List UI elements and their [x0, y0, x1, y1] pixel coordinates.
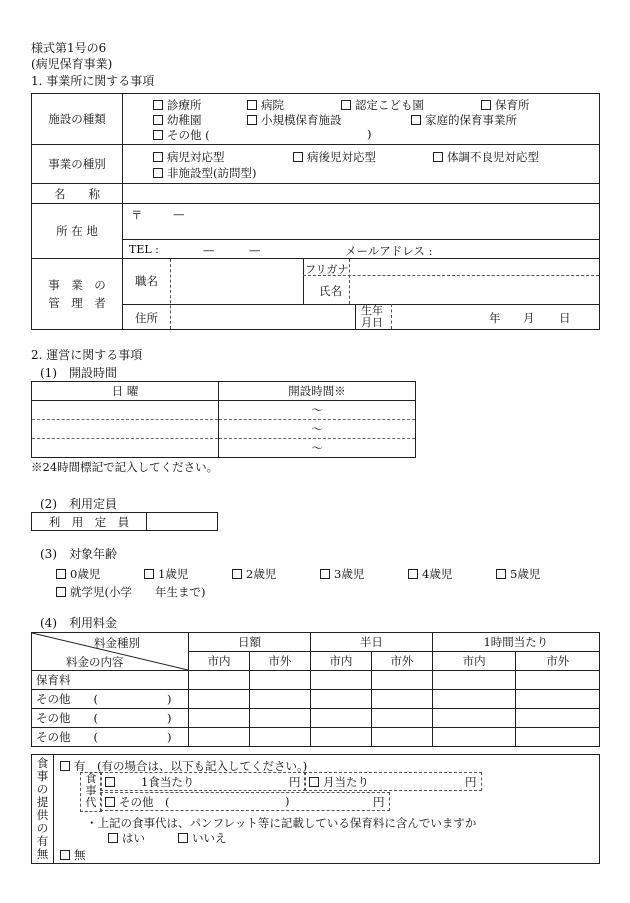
checkbox-icon[interactable]: [247, 115, 257, 125]
position-field[interactable]: [171, 259, 302, 304]
checkbox-icon[interactable]: [232, 569, 242, 579]
meal-yes-option[interactable]: 有 (有の場合は、以下も記入してください。): [60, 758, 307, 774]
position-label: 職名: [135, 274, 158, 288]
checkbox-icon[interactable]: [105, 797, 115, 807]
checkbox-icon[interactable]: [60, 761, 70, 771]
facility-option-kodomoen[interactable]: 認定こども園: [341, 97, 424, 113]
name-label: 名 称: [32, 184, 123, 204]
facility-info-table: [31, 93, 600, 330]
business-type-label: 事業の種別: [32, 145, 123, 184]
answer-no-option[interactable]: いいえ: [178, 830, 227, 846]
fees-diagonal-header: 料金種別 料金の内容: [32, 633, 189, 671]
fees-title: (4) 利用料金: [40, 616, 117, 630]
col-hours: 開設時間※: [219, 382, 416, 401]
checkbox-icon[interactable]: [408, 569, 418, 579]
answer-yes-option[interactable]: はい: [108, 830, 145, 846]
meal-cost-label: 食 事 代: [80, 772, 102, 812]
section1-title: 1. 事業所に関する事項: [31, 74, 155, 88]
capacity-title: (2) 利用定員: [40, 497, 117, 511]
business-option-visit[interactable]: 非施設型(訪問型): [153, 165, 256, 181]
checkbox-icon[interactable]: [411, 115, 421, 125]
facility-option-small[interactable]: 小規模保育施設: [247, 112, 342, 128]
checkbox-icon[interactable]: [496, 569, 506, 579]
checkbox-icon[interactable]: [320, 569, 330, 579]
days-field[interactable]: [32, 401, 219, 420]
meal-side-label: 食 事 の 提 供 の 有 無: [32, 755, 54, 863]
meal-other-box[interactable]: その他 ( ) 円: [100, 792, 390, 811]
checkbox-icon[interactable]: [481, 100, 491, 110]
facility-option-clinic[interactable]: 診療所: [153, 97, 202, 113]
tel-dashes: — —: [203, 243, 261, 257]
facility-option-hospital[interactable]: 病院: [247, 97, 284, 113]
furigana-label: フリガナ: [305, 263, 349, 276]
tel-label: TEL :: [129, 243, 159, 256]
hours-tilde[interactable]: 〜: [219, 420, 416, 439]
checkbox-icon[interactable]: [153, 168, 163, 178]
hours-note: ※24時間標記で記入してください。: [31, 460, 219, 474]
age-option-0[interactable]: 0歳児: [56, 566, 100, 582]
facility-option-kindergarten[interactable]: 幼稚園: [153, 112, 202, 128]
email-label: メールアドレス :: [345, 244, 433, 258]
business-option-unwell[interactable]: 体調不良児対応型: [433, 149, 539, 165]
table-row: その他 ( ): [32, 690, 600, 709]
facility-option-other[interactable]: その他 (: [153, 127, 210, 143]
checkbox-icon[interactable]: [293, 152, 303, 162]
ages-title: (3) 対象年齢: [40, 547, 117, 561]
checkbox-icon[interactable]: [247, 100, 257, 110]
manager-address-field[interactable]: [171, 305, 354, 329]
days-field[interactable]: [32, 420, 219, 439]
hours-table: [31, 381, 416, 458]
age-option-3[interactable]: 3歳児: [320, 566, 364, 582]
facility-type-options: [123, 94, 600, 145]
name-field[interactable]: [123, 184, 600, 204]
fees-table: 料金種別 料金の内容 日額 半日 1時間当たり 市内 市外 市内 市外 市内 市外 保育料 その他 ( ) その他 ( ) その他 ( ): [31, 632, 600, 747]
checkbox-icon[interactable]: [153, 115, 163, 125]
col-days: 日 曜: [32, 382, 219, 401]
business-option-sick[interactable]: 病児対応型: [153, 149, 225, 165]
checkbox-icon[interactable]: [56, 587, 66, 597]
meal-no-option[interactable]: 無: [60, 847, 86, 863]
manager-name-label: 氏名: [319, 284, 342, 298]
checkbox-icon[interactable]: [341, 100, 351, 110]
hours-tilde[interactable]: 〜: [219, 439, 416, 458]
hours-tilde[interactable]: 〜: [219, 401, 416, 420]
facility-option-nursery[interactable]: 保育所: [481, 97, 530, 113]
checkbox-icon[interactable]: [108, 833, 118, 843]
checkbox-icon[interactable]: [56, 569, 66, 579]
birth-month: 月: [523, 311, 535, 325]
table-row: その他 ( ): [32, 728, 600, 747]
checkbox-icon[interactable]: [153, 100, 163, 110]
checkbox-icon[interactable]: [144, 569, 154, 579]
age-option-5[interactable]: 5歳児: [496, 566, 540, 582]
address-label: 所 在 地: [32, 204, 123, 259]
col-half: 半日: [310, 633, 432, 652]
manager-fields: [123, 259, 600, 330]
table-row: その他 ( ): [32, 709, 600, 728]
section2-title: 2. 運営に関する事項: [31, 348, 143, 362]
checkbox-icon[interactable]: [153, 130, 163, 140]
business-type-options: [123, 145, 600, 184]
col-daily: 日額: [189, 633, 311, 652]
facility-option-home[interactable]: 家庭的保育事業所: [411, 112, 517, 128]
birth-day: 日: [559, 311, 571, 325]
checkbox-icon[interactable]: [433, 152, 443, 162]
capacity-field[interactable]: [147, 513, 218, 531]
checkbox-icon[interactable]: [153, 152, 163, 162]
business-option-recovery[interactable]: 病後児対応型: [293, 149, 376, 165]
age-option-2[interactable]: 2歳児: [232, 566, 276, 582]
manager-name-field[interactable]: [350, 276, 599, 304]
age-option-school[interactable]: 就学児(小学 年生まで): [56, 584, 205, 600]
days-field[interactable]: [32, 439, 219, 458]
ages-options: [56, 566, 596, 602]
postal-dash: —: [173, 207, 185, 221]
age-option-1[interactable]: 1歳児: [144, 566, 188, 582]
checkbox-icon[interactable]: [60, 850, 70, 860]
age-option-4[interactable]: 4歳児: [408, 566, 452, 582]
meal-included-question: ・上記の食事代は、パンフレット等に記載している保育料に含んでいますか: [86, 816, 477, 830]
address-field[interactable]: [123, 204, 600, 259]
furigana-field[interactable]: [350, 259, 599, 275]
meal-provision-box: [31, 754, 600, 864]
col-hourly: 1時間当たり: [432, 633, 599, 652]
capacity-label: 利 用 定 員: [32, 513, 147, 531]
hours-title: (1) 開設時間: [40, 366, 117, 380]
checkbox-icon[interactable]: [178, 833, 188, 843]
facility-type-label: 施設の種類: [32, 94, 123, 145]
manager-address-label: 住所: [135, 311, 158, 325]
form-type: (病児保育事業): [31, 57, 113, 71]
form-number: 様式第1号の6: [31, 41, 107, 55]
table-row: 保育料: [32, 671, 600, 690]
capacity-table: [31, 512, 218, 531]
checkbox-icon[interactable]: [309, 777, 319, 787]
postal-mark: 〒: [131, 208, 143, 222]
birth-year: 年: [489, 311, 501, 325]
per-meal-box[interactable]: 1食当たり 円: [100, 772, 306, 791]
manager-label: 事 業 の 管 理 者: [32, 259, 123, 330]
checkbox-icon[interactable]: [105, 777, 115, 787]
birth-label: 生年 月日: [361, 304, 383, 329]
facility-other-close: ): [367, 127, 372, 141]
per-month-box[interactable]: 月当たり 円: [304, 772, 482, 791]
